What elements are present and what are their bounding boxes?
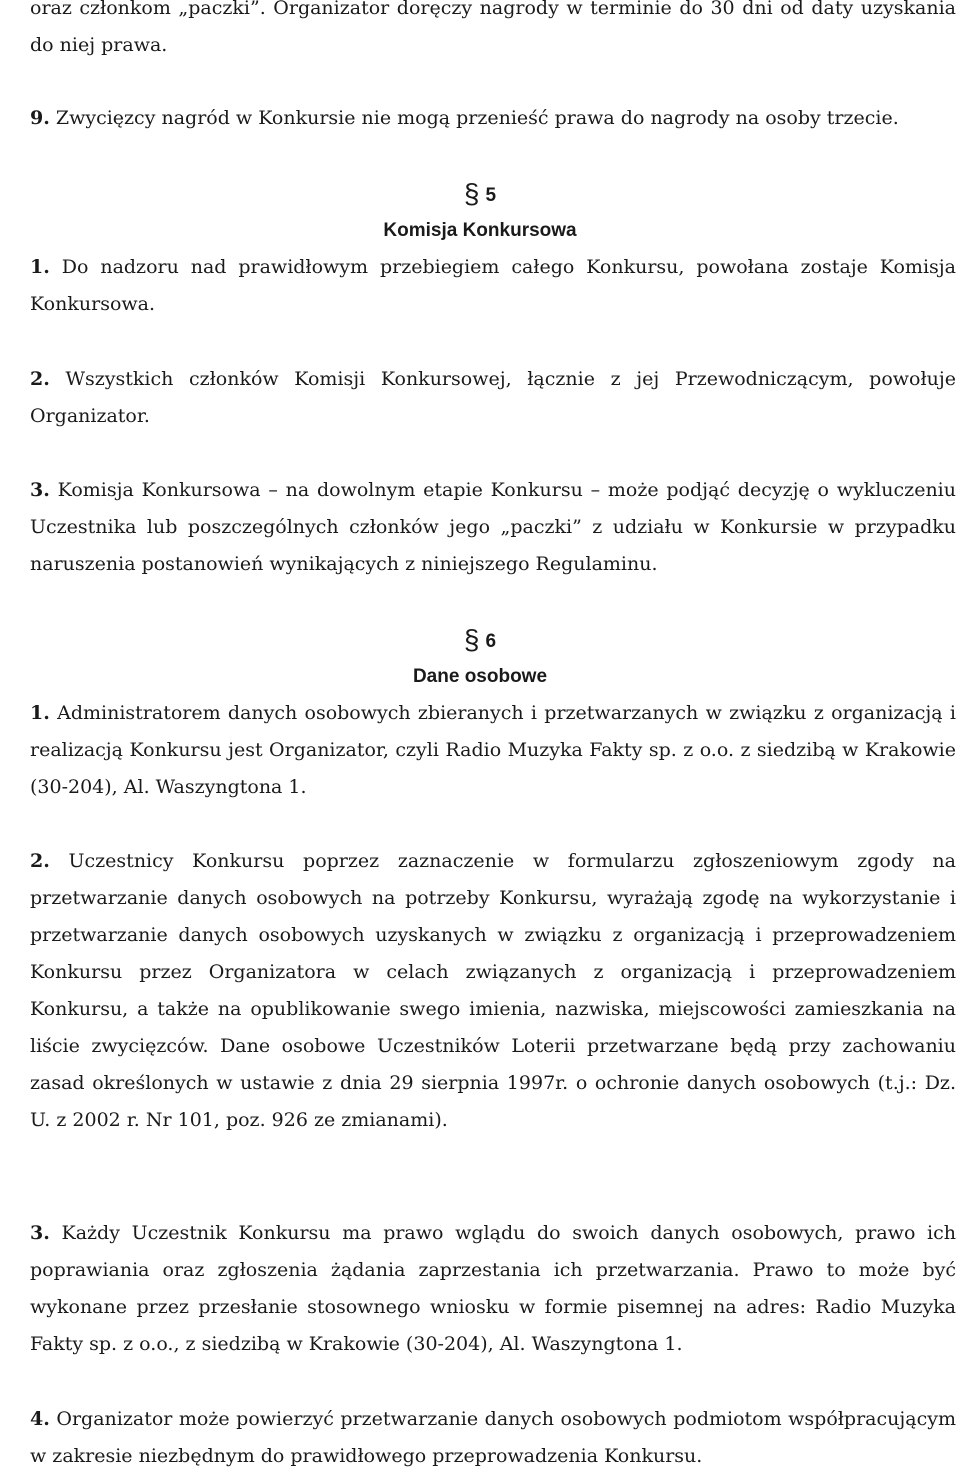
paragraph-text: Komisja Konkursowa – na dowolnym etapie Konkursu – może podjąć decyzję o wykluczeniu Uczestnika lub poszczególnych członków jego „paczki” z udziału w Konkursie w przypadku naruszenia postanowień wynikających z niniejszego Regulaminu. [30, 479, 956, 575]
paragraph-9 [30, 100, 956, 137]
paragraph-number: 4. [30, 1408, 50, 1430]
paragraph-number: 2. [30, 850, 50, 872]
section-sign: § [463, 178, 480, 209]
paragraph-continuation [30, 0, 956, 64]
section-title: Dane osobowe [412, 666, 548, 687]
section-6-heading [0, 621, 960, 660]
section-6-title [0, 658, 960, 695]
section-5-title [0, 212, 960, 249]
paragraph-number: 9. [30, 107, 50, 129]
section-6-paragraph-4 [30, 1401, 956, 1475]
paragraph-text: Do nadzoru nad prawidłowym przebiegiem całego Konkursu, powołana zostaje Komisja Konkursowa. [30, 256, 956, 315]
section-6-paragraph-2 [30, 843, 956, 1139]
section-sign: § [463, 624, 480, 655]
paragraph-text: Zwycięzcy nagród w Konkursie nie mogą przenieść prawa do nagrody na osoby trzecie. [49, 107, 899, 129]
section-number: 6 [485, 631, 497, 652]
paragraph-text: Organizator może powierzyć przetwarzanie danych osobowych podmiotom współpracującym w zakresie niezbędnym do prawidłowego przeprowadzenia Konkursu. [30, 1408, 956, 1467]
paragraph-text: Uczestnicy Konkursu poprzez zaznaczenie w formularzu zgłoszeniowym zgody na przetwarzanie danych osobowych na potrzeby Konkursu, wyrażają zgodę na wykorzystanie i przetwarzanie danych osobowych uzyskanych w związku z organizacją i przeprowadzeniem Konkursu przez Organizatora w celach związanych z organizacją i przeprowadzeniem Konkursu, a także na opublikowanie swego imienia, nazwiska, miejscowości zamieszkania na liście zwycięzców. Dane osobowe Uczestników Loterii przetwarzane będą przy zachowaniu zasad określonych w ustawie z dnia 29 sierpnia 1997r. o ochronie danych osobowych (t.j.: Dz. U. z 2002 r. Nr 101, poz. 926 ze zmianami). [30, 850, 956, 1131]
section-title: Komisja Konkursowa [383, 220, 577, 241]
paragraph-number: 2. [30, 368, 50, 390]
section-6-paragraph-3 [30, 1215, 956, 1363]
paragraph-text: Każdy Uczestnik Konkursu ma prawo wglądu do swoich danych osobowych, prawo ich poprawiania oraz zgłoszenia żądania zaprzestania ich przetwarzania. Prawo to może być wykonane przez przesłanie stosownego wniosku w formie pisemnej na adres: Radio Muzyka Fakty sp. z o.o., z siedzibą w Krakowie (30-204), Al. Waszyngtona 1. [30, 1222, 956, 1355]
section-5-paragraph-3 [30, 472, 956, 583]
section-5-paragraph-2 [30, 361, 956, 435]
paragraph-number: 1. [30, 256, 50, 278]
paragraph-text: Wszystkich członków Komisji Konkursowej, łącznie z jej Przewodniczącym, powołuje Organizator. [30, 368, 956, 427]
paragraph-text: Administratorem danych osobowych zbieranych i przetwarzanych w związku z organizacją i realizacją Konkursu jest Organizator, czyli Radio Muzyka Fakty sp. z o.o. z siedzibą w Krakowie (30-204), Al. Waszyngtona 1. [30, 702, 956, 798]
paragraph-number: 1. [30, 702, 50, 724]
section-6-paragraph-1 [30, 695, 956, 806]
paragraph-number: 3. [30, 479, 50, 501]
section-5-heading [0, 175, 960, 214]
paragraph-number: 3. [30, 1222, 50, 1244]
paragraph-text: oraz członkom „paczki”. Organizator doręczy nagrody w terminie do 30 dni od daty uzyskania do niej prawa. [30, 0, 956, 56]
section-number: 5 [485, 185, 497, 206]
section-5-paragraph-1 [30, 249, 956, 323]
